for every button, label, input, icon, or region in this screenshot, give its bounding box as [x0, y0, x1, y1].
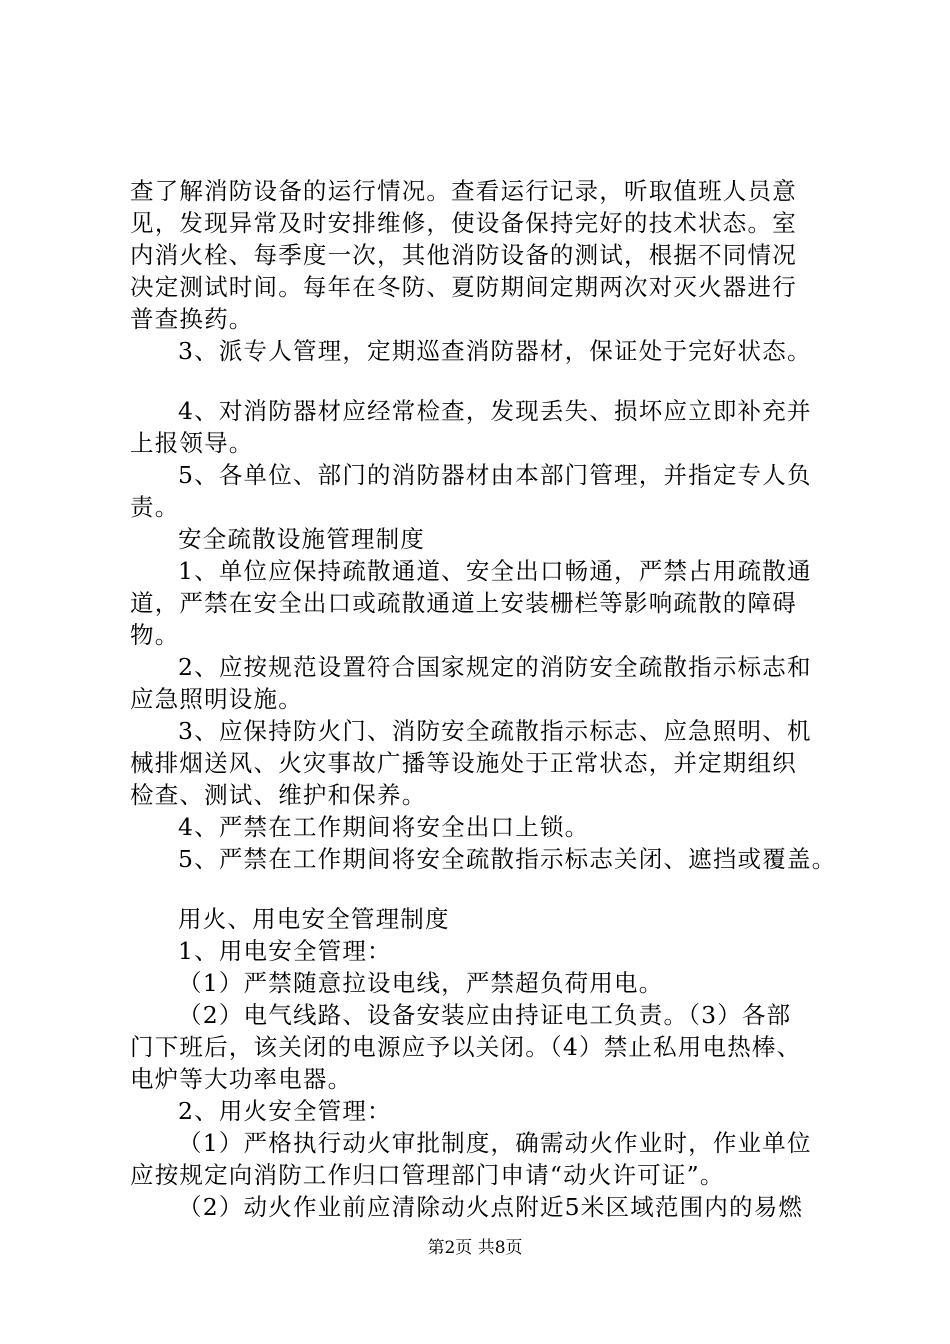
paragraph-line: 见，发现异常及时安排维修，使设备保持完好的技术状态。室: [130, 209, 797, 237]
paragraph-line: 物。: [130, 621, 180, 649]
paragraph-line: 查了解消防设备的运行情况。查看运行记录，听取值班人员意: [130, 177, 797, 205]
page-number-footer: 第2页 共8页: [427, 1238, 523, 1258]
paragraph-line: （2）电气线路、设备安装应由持证电工负责。（3）各部: [178, 1001, 792, 1029]
paragraph-line: （1）严格执行动火审批制度，确需动火作业时，作业单位: [178, 1129, 812, 1157]
paragraph-line: 应急照明设施。: [130, 685, 303, 713]
paragraph-line: 5、严禁在工作期间将安全疏散指示标志关闭、遮挡或覆盖。: [178, 845, 837, 873]
paragraph-line: 决定测试时间。每年在冬防、夏防期间定期两次对灭火器进行: [130, 273, 797, 301]
section-heading: 安全疏散设施管理制度: [178, 525, 425, 553]
paragraph-line: 责。: [130, 493, 180, 521]
paragraph-line: 械排烟送风、火灾事故广播等设施处于正常状态，并定期组织: [130, 749, 797, 777]
paragraph-line: 上报领导。: [130, 429, 254, 457]
paragraph-line: 检查、测试、维护和保养。: [130, 781, 427, 809]
paragraph-line: 3、派专人管理，定期巡查消防器材，保证处于完好状态。: [178, 337, 812, 365]
paragraph-line: 应按规定向消防工作归口管理部门申请“动火许可证”。: [130, 1161, 725, 1189]
paragraph-line: 1、用电安全管理：: [178, 937, 392, 965]
paragraph-line: 电炉等大功率电器。: [130, 1065, 353, 1093]
paragraph-line: 2、应按规范设置符合国家规定的消防安全疏散指示标志和: [178, 653, 812, 681]
paragraph-line: 4、严禁在工作期间将安全出口上锁。: [178, 813, 590, 841]
paragraph-line: 普查换药。: [130, 305, 254, 333]
paragraph-line: 门下班后，该关闭的电源应予以关闭。（4）禁止私用电热棒、: [130, 1033, 802, 1061]
paragraph-line: 4、对消防器材应经常检查，发现丢失、损坏应立即补充并: [178, 397, 812, 425]
paragraph-line: （1）严禁随意拉设电线，严禁超负荷用电。: [178, 969, 664, 997]
paragraph-line: 3、应保持防火门、消防安全疏散指示标志、应急照明、机: [178, 717, 812, 745]
paragraph-line: 内消火栓、每季度一次，其他消防设备的测试，根据不同情况: [130, 241, 797, 269]
paragraph-line: 1、单位应保持疏散通道、安全出口畅通，严禁占用疏散通: [178, 557, 812, 585]
section-heading: 用火、用电安全管理制度: [178, 905, 450, 933]
paragraph-line: 5、各单位、部门的消防器材由本部门管理，并指定专人负: [178, 461, 812, 489]
paragraph-line: 2、用火安全管理：: [178, 1097, 392, 1125]
paragraph-line: 道，严禁在安全出口或疏散通道上安装栅栏等影响疏散的障碍: [130, 589, 797, 617]
paragraph-line: （2）动火作业前应清除动火点附近5米区域范围内的易燃: [178, 1193, 804, 1221]
